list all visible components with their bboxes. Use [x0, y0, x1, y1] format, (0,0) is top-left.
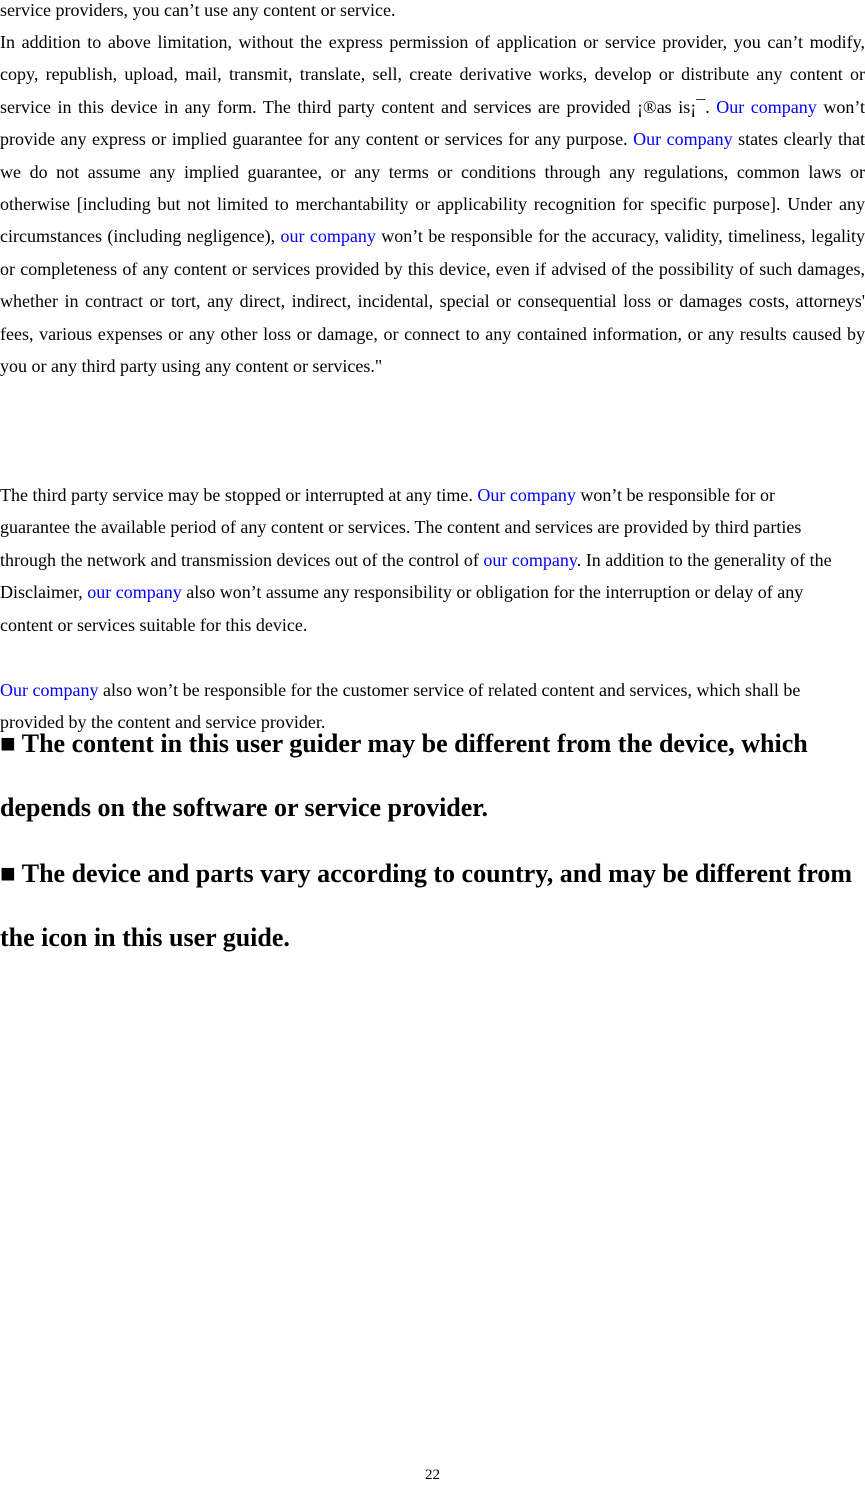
paragraph-text: service providers, you can’t use any content or service.	[0, 0, 396, 20]
paragraph-text: won’t be responsible for or guarantee the available period of any content or services. The content and services are provided by third parties through the network and transmission devices out of the control of	[0, 485, 802, 570]
notice-heading-parts: ■ The device and parts vary according to country, and may be different from the icon in this user guide.	[0, 859, 852, 952]
paragraph-text: won’t be responsible for the accuracy, validity, timeliness, legality or completeness of any content or services provided by this device, even if advised of the possibility of such damages, whether in contract or tort, any direct, indirect, incidental, special or consequential loss or damages costs, attorneys' fees, various expenses or any other loss or damage, or connect to any contained information, or any results caused by you or any third party using any content or services."	[0, 226, 865, 377]
notice-heading-content: ■ The content in this user guider may be different from the device, which depends on the software or service provider.	[0, 729, 808, 822]
paragraph-text: In addition to above limitation, without the express permission of application or service provider, you can’t modify, copy, republish, upload, mail, transmit, translate, sell, create derivative works, develop or distribute any content or service in this device in any form. The third party content and services are provided ¡®as is¡¯.	[0, 32, 865, 117]
company-link: our company	[280, 226, 376, 247]
company-link: Our company	[716, 96, 817, 117]
paragraph-text: also won’t be responsible for the customer service of related content and services, which shall be provided by the content and service provider.	[0, 680, 801, 733]
company-link: Our company	[477, 485, 576, 505]
paragraph-text: . In addition to the generality of the Disclaimer,	[0, 549, 832, 603]
page-number: 22	[425, 1467, 440, 1483]
paragraph-text: The third party service may be stopped or interrupted at any time.	[0, 485, 478, 505]
company-link: our company	[483, 549, 577, 570]
company-link: Our company	[633, 129, 733, 150]
paragraph-limitation	[0, 26, 865, 382]
paragraph-text: states clearly that we do not assume any implied guarantee, or any terms or conditions through any regulations, common laws or otherwise [including but not limited to merchantability or applicability recognition for specific purpose]. Under any circumstances (including negligence),	[0, 129, 865, 247]
paragraph-text: won’t provide any express or implied guarantee for any content or services for any purpose.	[0, 96, 865, 150]
company-link: Our company	[0, 680, 99, 700]
paragraph-third-party-service	[0, 479, 845, 641]
company-link: our company	[87, 582, 182, 603]
paragraph-continued	[0, 0, 865, 26]
paragraph-text: also won’t assume any responsibility or obligation for the interruption or delay of any content or services suitable for this device.	[0, 582, 804, 635]
